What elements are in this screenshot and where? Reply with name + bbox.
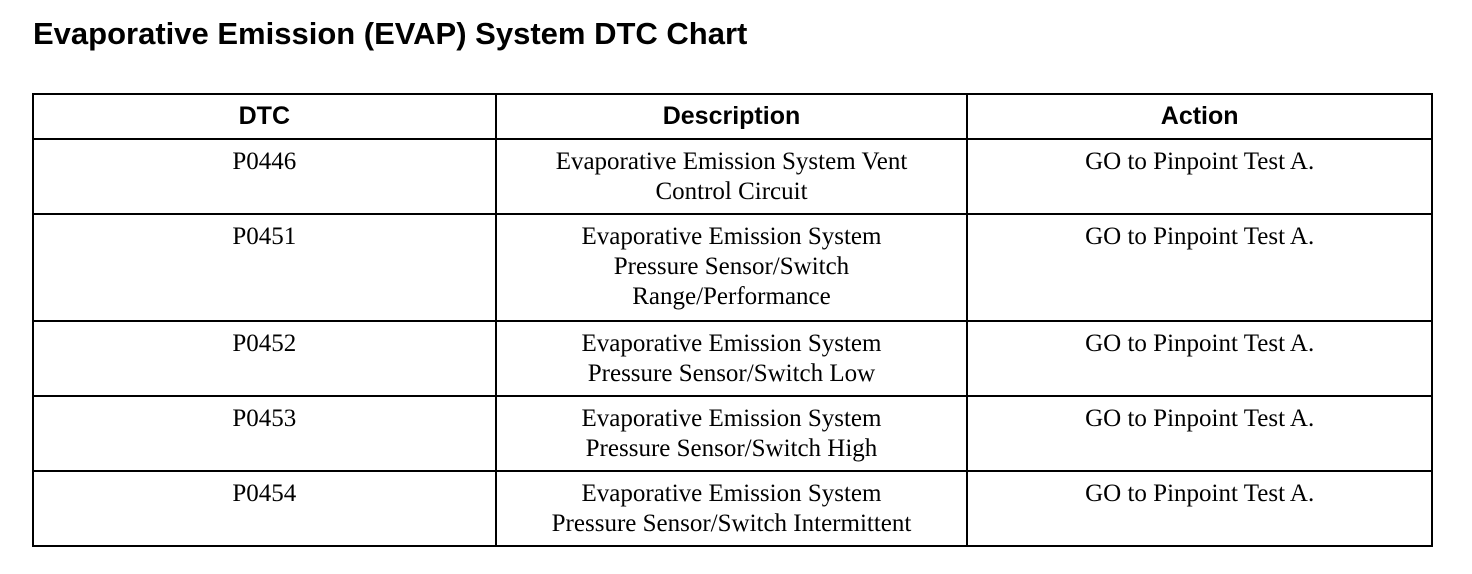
dtc-description: Evaporative Emission System Pressure Sensor/Switch Low: [496, 321, 968, 396]
header-description: Description: [496, 94, 968, 139]
dtc-description: Evaporative Emission System Pressure Sensor/Switch High: [496, 396, 968, 471]
dtc-code: P0453: [33, 396, 496, 471]
dtc-action: GO to Pinpoint Test A.: [967, 321, 1432, 396]
header-dtc: DTC: [33, 94, 496, 139]
dtc-description: Evaporative Emission System Pressure Sensor/Switch Intermittent: [496, 471, 968, 546]
dtc-action: GO to Pinpoint Test A.: [967, 214, 1432, 321]
dtc-description: Evaporative Emission System Pressure Sensor/Switch Range/Performance: [496, 214, 968, 321]
dtc-table: [32, 93, 1433, 547]
dtc-code: P0451: [33, 214, 496, 321]
header-row: [33, 94, 1432, 139]
table-body: [33, 139, 1432, 546]
dtc-action: GO to Pinpoint Test A.: [967, 396, 1432, 471]
table-row: [33, 321, 1432, 396]
page-title: Evaporative Emission (EVAP) System DTC Chart: [33, 16, 748, 51]
table-row: [33, 214, 1432, 321]
dtc-action: GO to Pinpoint Test A.: [967, 471, 1432, 546]
dtc-action: GO to Pinpoint Test A.: [967, 139, 1432, 214]
table-row: [33, 471, 1432, 546]
dtc-description: Evaporative Emission System Vent Control Circuit: [496, 139, 968, 214]
dtc-code: P0446: [33, 139, 496, 214]
header-action: Action: [967, 94, 1432, 139]
table-row: [33, 139, 1432, 214]
table-header: [33, 94, 1432, 139]
table-row: [33, 396, 1432, 471]
dtc-code: P0452: [33, 321, 496, 396]
dtc-code: P0454: [33, 471, 496, 546]
